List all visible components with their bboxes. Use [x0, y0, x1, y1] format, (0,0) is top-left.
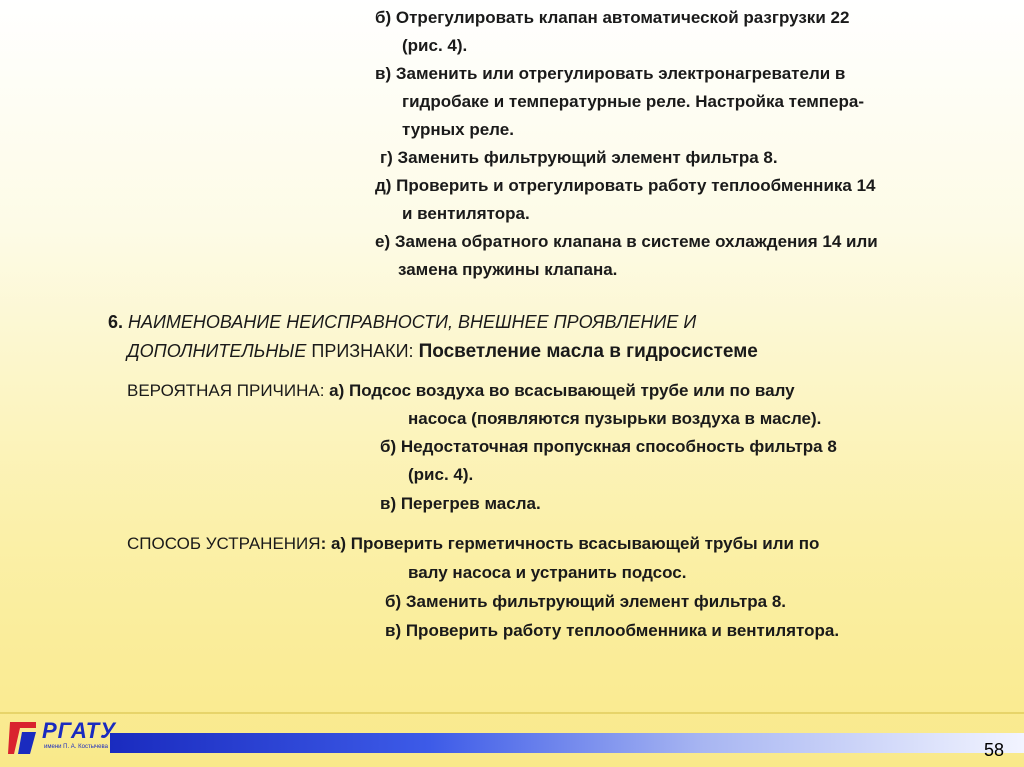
prev-item-b: б) Отрегулировать клапан автоматической разгрузки 22 [375, 8, 850, 27]
prev-item-g: г) Заменить фильтрующий элемент фильтра 8. [380, 148, 778, 167]
remedy-a: а) Проверить герметичность всасывающей трубы или по [330, 534, 820, 553]
prev-item-d: д) Проверить и отрегулировать работу теплообменника 14 [375, 176, 876, 195]
section-heading-part3: ПРИЗНАКИ: [311, 341, 414, 361]
cause-v: в) Перегрев масла. [380, 494, 541, 513]
remedy-a-cont: валу насоса и устранить подсос. [408, 563, 687, 582]
cause-b-cont: (рис. 4). [408, 465, 474, 484]
prev-item-e: е) Замена обратного клапана в системе охлаждения 14 или [375, 232, 878, 251]
prev-item-b-cont: (рис. 4). [402, 36, 468, 55]
cause-b: б) Недостаточная пропускная способность фильтра 8 [380, 437, 837, 456]
prev-item-e-cont: замена пружины клапана. [398, 260, 618, 279]
logo-mark-icon [6, 718, 40, 758]
page-number: 58 [984, 740, 1005, 760]
section-heading-part1: НАИМЕНОВАНИЕ НЕИСПРАВНОСТИ, ВНЕШНЕЕ ПРОЯВЛЕНИЕ И [128, 312, 697, 332]
prev-item-v: в) Заменить или отрегулировать электронагреватели в [375, 64, 846, 83]
remedy-v: в) Проверить работу теплообменника и вентилятора. [385, 621, 840, 640]
cause-a: а) Подсос воздуха во всасывающей трубе или по валу [329, 381, 795, 400]
prev-item-d-cont: и вентилятора. [402, 204, 530, 223]
remedy-colon: : [320, 534, 327, 553]
fault-name: Посветление масла в гидросистеме [418, 341, 758, 362]
remedy-b: б) Заменить фильтрующий элемент фильтра 8. [385, 592, 787, 611]
logo-subtitle: имени П. А. Костычева [44, 744, 108, 750]
section-heading-line2 [127, 341, 758, 362]
footer-gradient-bar [110, 733, 1024, 753]
university-logo [6, 716, 116, 762]
cause-line-1 [127, 381, 795, 401]
section-heading-part2: ДОПОЛНИТЕЛЬНЫЕ [127, 341, 307, 361]
section-heading-line1 [108, 312, 696, 332]
logo-text: РГАТУ [42, 718, 117, 743]
prev-item-v-cont2: турных реле. [402, 120, 514, 139]
cause-label: ВЕРОЯТНАЯ ПРИЧИНА: [127, 381, 325, 400]
cause-a-cont: насоса (появляются пузырьки воздуха в масле). [408, 409, 822, 428]
remedy-label: СПОСОБ УСТРАНЕНИЯ [127, 534, 321, 553]
prev-item-v-cont1: гидробаке и температурные реле. Настройка темпера- [402, 92, 865, 111]
section-number: 6. [108, 312, 124, 332]
footer-divider [0, 712, 1024, 714]
remedy-line-1 [127, 534, 819, 554]
